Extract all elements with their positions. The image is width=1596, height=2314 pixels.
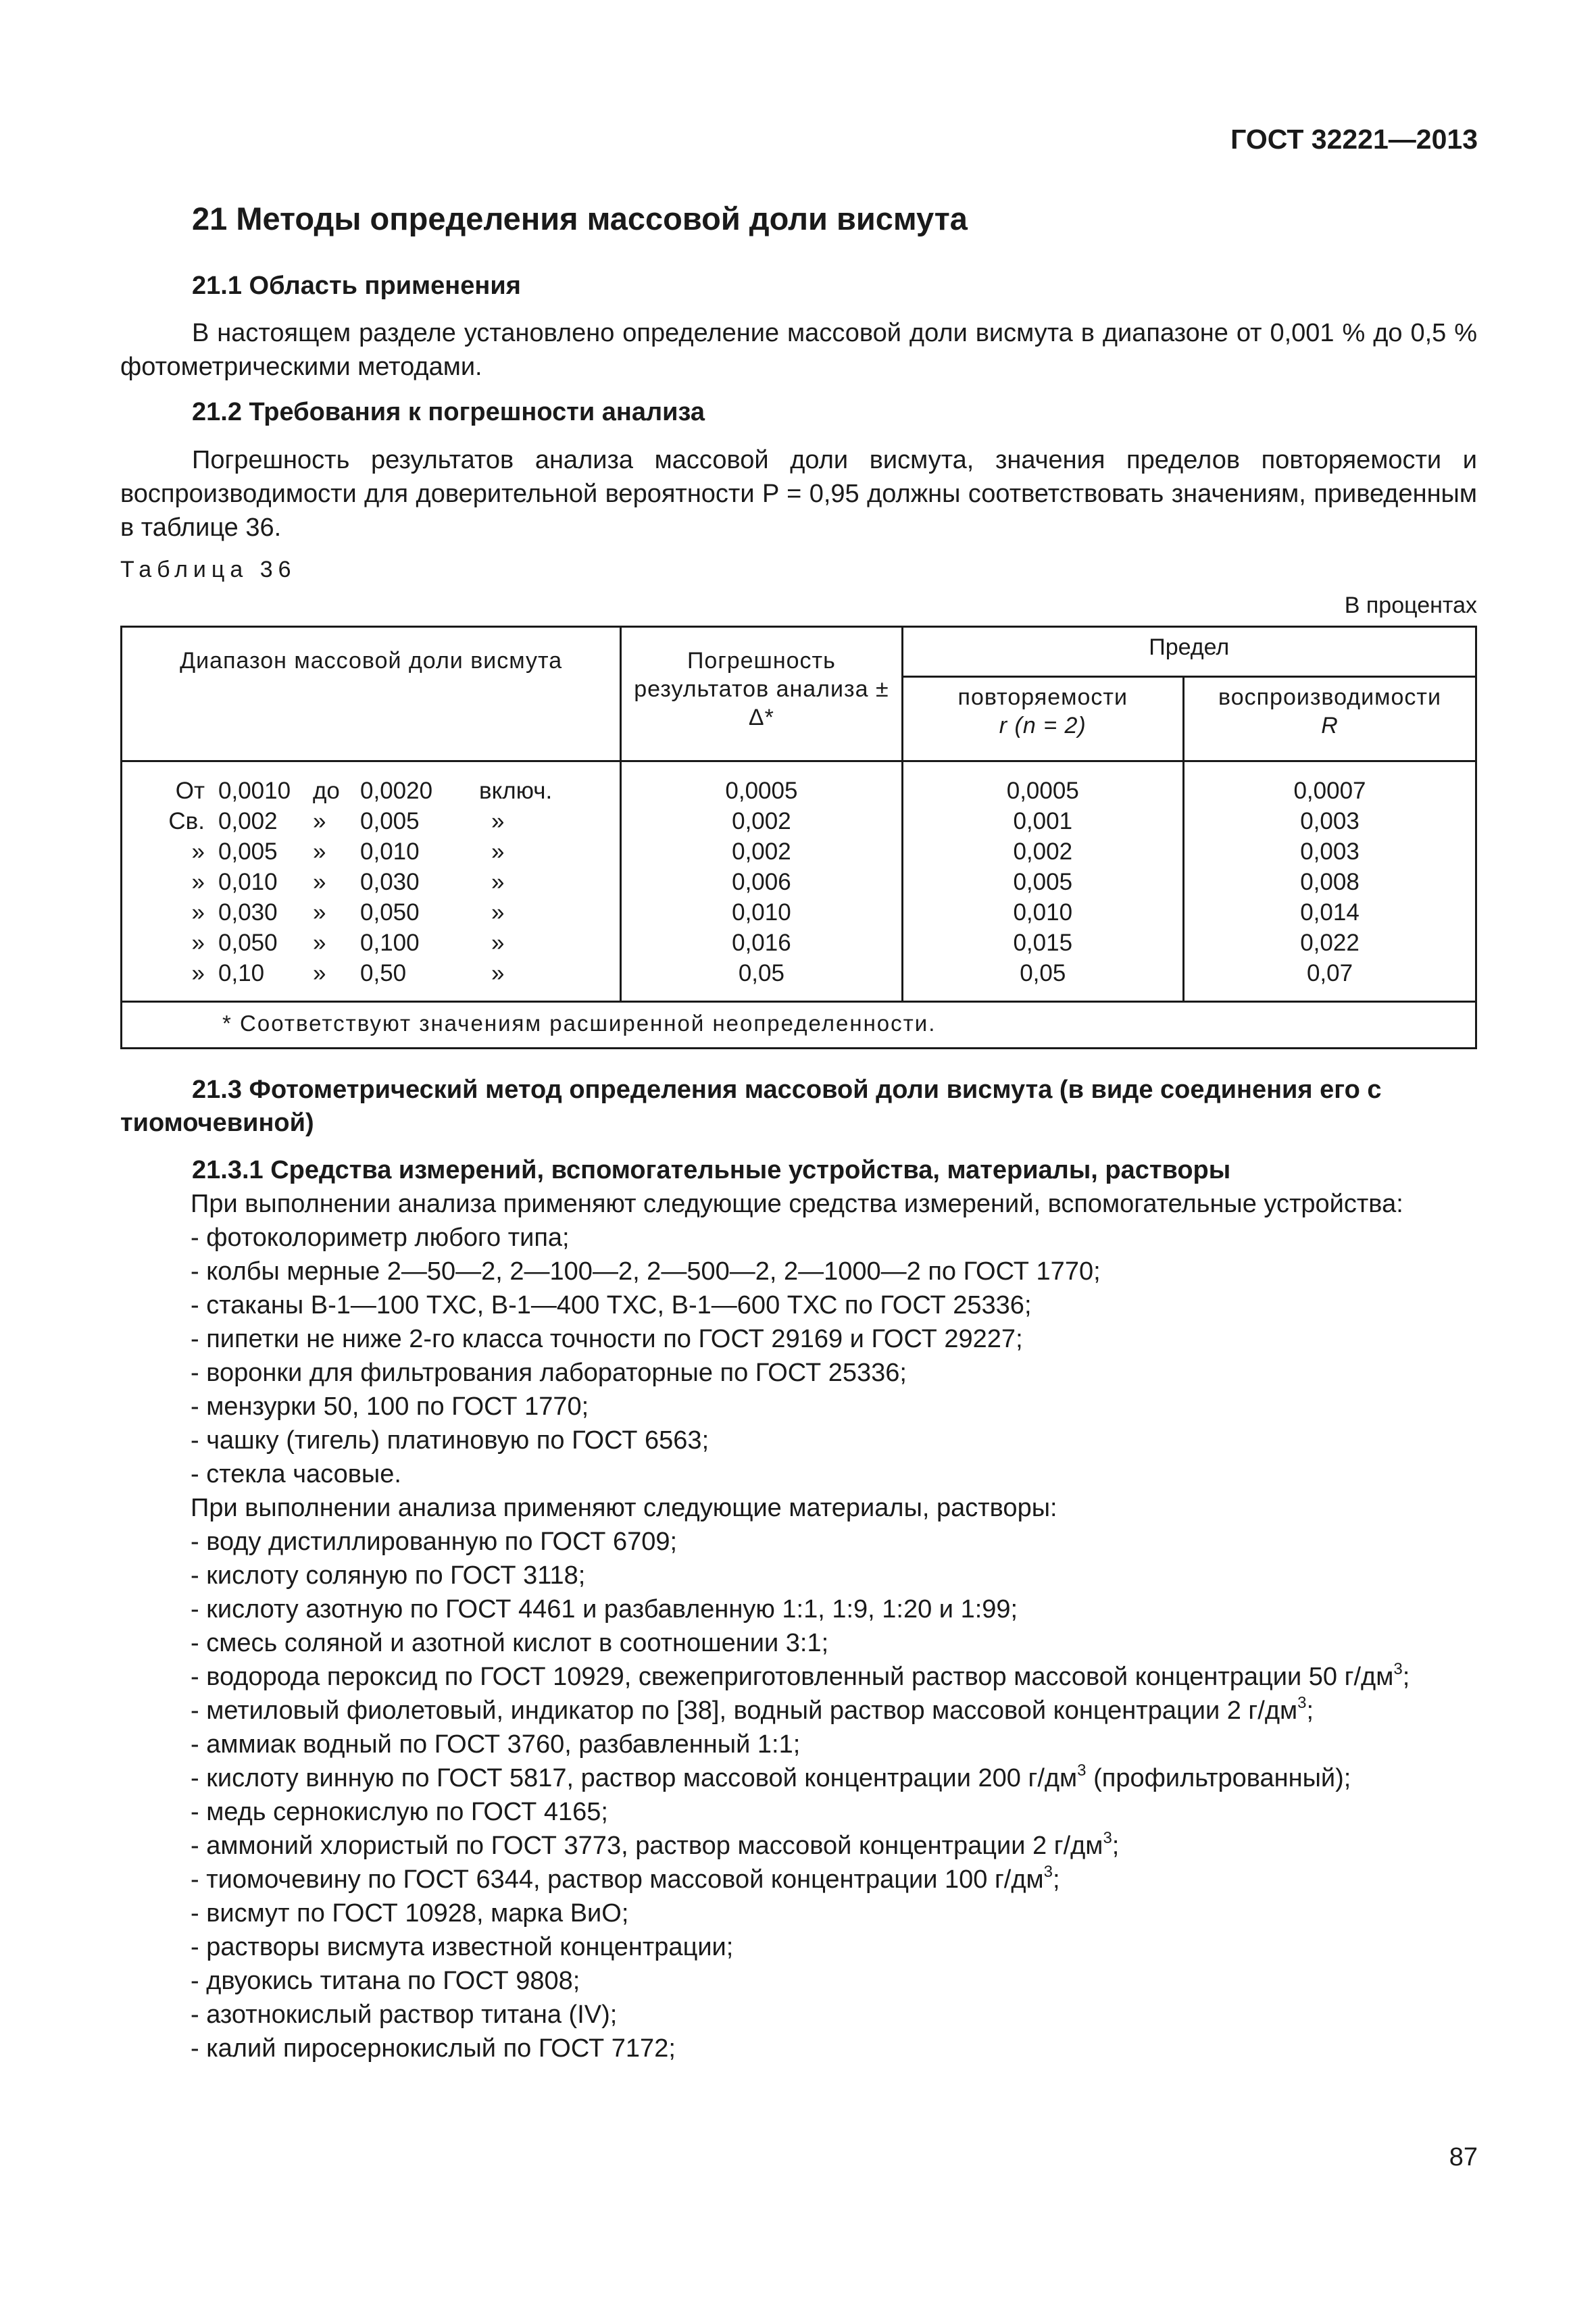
precision-table [120, 626, 1477, 1049]
range-prefix: От [175, 777, 205, 804]
list-item: - медь сернокислую по ГОСТ 4165; [191, 1797, 608, 1826]
range-suffix: включ. [479, 777, 553, 804]
range-from: 0,0010 [218, 777, 291, 804]
page-content [120, 200, 1477, 2065]
header-repeatability-label: повторяемости [957, 684, 1128, 710]
range-from: 0,005 [218, 838, 278, 865]
error-column [621, 761, 902, 1001]
repeatability-value: 0,05 [1020, 959, 1066, 986]
reproducibility-column [1184, 761, 1476, 1001]
repeatability-value: 0,002 [1013, 838, 1073, 865]
superscript: 3 [1077, 1761, 1087, 1780]
range-grid [122, 776, 620, 988]
list-item: - двуокись титана по ГОСТ 9808; [191, 1966, 580, 1995]
superscript: 3 [1297, 1693, 1307, 1712]
range-from: 0,10 [218, 959, 265, 986]
range-from: 0,002 [218, 807, 278, 834]
range-to: 0,050 [360, 899, 420, 926]
list-item-text: - кислоту винную по ГОСТ 5817, раствор массовой концентрации 200 г/дм [191, 1763, 1078, 1792]
paragraph-requirements: Погрешность результатов анализа массовой доли висмута, значения пределов повторяемости и воспроизводимости для доверительной вероятности P = 0,95 должны соответствовать значениям, приведенным в таблице 36. [120, 445, 1477, 542]
list-item: - азотнокислый раствор титана (IV); [191, 2000, 618, 2029]
header-repeatability [902, 676, 1184, 761]
range-to: 0,005 [360, 807, 420, 834]
subsection-title-21-2: 21.2 Требования к погрешности анализа [192, 398, 705, 427]
header-reproducibility-symbol: R [1321, 712, 1339, 738]
range-mid: » [313, 899, 326, 926]
range-to: 0,0020 [360, 777, 433, 804]
range-to: 0,030 [360, 868, 420, 895]
table-unit: В процентах [1344, 592, 1477, 618]
range-suffix: » [491, 807, 505, 834]
reproducibility-value: 0,008 [1300, 868, 1360, 895]
reproducibility-value: 0,014 [1300, 899, 1360, 926]
error-values [622, 776, 901, 988]
range-prefix: Св. [168, 807, 205, 834]
list-item: - кислоту соляную по ГОСТ 3118; [191, 1561, 586, 1590]
list-item: - фотоколориметр любого типа; [191, 1223, 570, 1252]
list-item: - кислоту азотную по ГОСТ 4461 и разбавленную 1:1, 1:9, 1:20 и 1:99; [191, 1594, 1018, 1624]
repeatability-values [903, 776, 1183, 988]
range-mid: до [313, 777, 340, 804]
list-item [191, 1829, 1477, 1863]
error-value: 0,006 [732, 868, 791, 895]
error-value: 0,002 [732, 807, 791, 834]
superscript: 3 [1103, 1828, 1112, 1847]
reproducibility-value: 0,003 [1300, 838, 1360, 865]
superscript: 3 [1393, 1659, 1403, 1678]
header-reproducibility-label: воспроизводимости [1218, 684, 1441, 710]
list-item: - воронки для фильтрования лабораторные по ГОСТ 25336; [191, 1358, 907, 1387]
range-suffix: » [491, 838, 505, 865]
repeatability-value: 0,005 [1013, 868, 1073, 895]
range-to: 0,100 [360, 929, 420, 956]
range-from: 0,050 [218, 929, 278, 956]
header-limit: Предел [902, 626, 1476, 676]
list-item: - пипетки не ниже 2-го класса точности по ГОСТ 29169 и ГОСТ 29227; [191, 1324, 1023, 1353]
list-item: - висмут по ГОСТ 10928, марка ВиО; [191, 1898, 629, 1928]
header-error: Погрешность результатов анализа ± Δ* [621, 626, 902, 761]
error-value: 0,0005 [725, 777, 798, 804]
range-mid: » [313, 929, 326, 956]
list-item [191, 1660, 1477, 1694]
list-item-text: ; [1112, 1831, 1120, 1860]
range-prefix: » [191, 929, 205, 956]
header-reproducibility [1184, 676, 1476, 761]
list-item-text: - тиомочевину по ГОСТ 6344, раствор массовой концентрации 100 г/дм [191, 1865, 1044, 1894]
repeatability-column [902, 761, 1184, 1001]
table-body-row [122, 761, 1476, 1001]
subsection-title-21-3-1: 21.3.1 Средства измерений, вспомогательные устройства, материалы, растворы [192, 1155, 1231, 1184]
list-item: - аммиак водный по ГОСТ 3760, разбавленный 1:1; [191, 1730, 801, 1759]
list-item: - колбы мерные 2—50—2, 2—100—2, 2—500—2, 2—1000—2 по ГОСТ 1770; [191, 1257, 1101, 1286]
list-item: - мензурки 50, 100 по ГОСТ 1770; [191, 1392, 589, 1421]
list-item: - воду дистиллированную по ГОСТ 6709; [191, 1527, 678, 1556]
range-prefix: » [191, 868, 205, 895]
list-item: - чашку (тигель) платиновую по ГОСТ 6563; [191, 1426, 709, 1455]
list-item-text: ; [1402, 1662, 1410, 1691]
range-suffix: » [491, 959, 505, 986]
list-item [191, 1694, 1477, 1728]
repeatability-value: 0,001 [1013, 807, 1073, 834]
reproducibility-value: 0,003 [1300, 807, 1360, 834]
table-header-row [122, 626, 1476, 676]
reproducibility-value: 0,07 [1306, 959, 1353, 986]
list-item-text: ; [1053, 1865, 1060, 1894]
list-intro: При выполнении анализа применяют следующие средства измерений, вспомогательные устройства: [191, 1189, 1403, 1218]
range-prefix: » [191, 899, 205, 926]
list-item-text: (профильтрованный); [1086, 1763, 1351, 1792]
list-item [191, 1761, 1477, 1795]
repeatability-value: 0,010 [1013, 899, 1073, 926]
subsection-title-21-3: 21.3 Фотометрический метод определения массовой доли висмута (в виде соединения его с тиомочевиной) [120, 1075, 1382, 1138]
list-item: - стекла часовые. [191, 1459, 401, 1488]
list-item-text: - метиловый фиолетовый, индикатор по [38], водный раствор массовой концентрации 2 г/дм [191, 1696, 1298, 1725]
range-from: 0,030 [218, 899, 278, 926]
header-repeatability-symbol: r (n = 2) [999, 712, 1087, 738]
list-intro: При выполнении анализа применяют следующие материалы, растворы: [191, 1493, 1057, 1522]
list-item: - калий пиросернокислый по ГОСТ 7172; [191, 2034, 676, 2063]
list-item-text: ; [1306, 1696, 1314, 1725]
header-range: Диапазон массовой доли висмута [122, 626, 621, 761]
range-suffix: » [491, 868, 505, 895]
range-mid: » [313, 868, 326, 895]
table-caption: Таблица 36 [120, 556, 297, 582]
list-item [191, 1863, 1477, 1896]
paragraph-scope: В настоящем разделе установлено определение массовой доли висмута в диапазоне от 0,001 % до 0,5 % фотометрическими методами. [120, 319, 1477, 382]
range-suffix: » [491, 929, 505, 956]
reproducibility-value: 0,022 [1300, 929, 1360, 956]
range-prefix: » [191, 959, 205, 986]
range-suffix: » [491, 899, 505, 926]
table-footnote: * Соответствуют значениям расширенной неопределенности. [122, 1001, 1476, 1048]
reproducibility-value: 0,0007 [1293, 777, 1366, 804]
subsection-title-21-1: 21.1 Область применения [192, 272, 521, 300]
list-item: - стаканы В-1—100 ТХС, В-1—400 ТХС, В-1—600 ТХС по ГОСТ 25336; [191, 1290, 1032, 1319]
page-number: 87 [1449, 2143, 1478, 2171]
range-from: 0,010 [218, 868, 278, 895]
range-mid: » [313, 959, 326, 986]
equipment-list [120, 1187, 1477, 2065]
section-title: 21 Методы определения массовой доли висмута [192, 201, 968, 236]
list-item: - смесь соляной и азотной кислот в соотношении 3:1; [191, 1628, 829, 1657]
error-value: 0,002 [732, 838, 791, 865]
list-item-text: - аммоний хлористый по ГОСТ 3773, раствор массовой концентрации 2 г/дм [191, 1831, 1103, 1860]
list-item: - растворы висмута известной концентрации; [191, 1932, 734, 1961]
range-mid: » [313, 838, 326, 865]
repeatability-value: 0,015 [1013, 929, 1073, 956]
error-value: 0,010 [732, 899, 791, 926]
standard-number: ГОСТ 32221—2013 [1230, 124, 1478, 155]
range-prefix: » [191, 838, 205, 865]
reproducibility-values [1184, 776, 1475, 988]
table-footnote-row [122, 1001, 1476, 1048]
range-to: 0,50 [360, 959, 407, 986]
error-value: 0,05 [738, 959, 784, 986]
error-value: 0,016 [732, 929, 791, 956]
range-to: 0,010 [360, 838, 420, 865]
superscript: 3 [1043, 1862, 1053, 1881]
range-column [122, 761, 621, 1001]
repeatability-value: 0,0005 [1006, 777, 1079, 804]
list-item-text: - водорода пероксид по ГОСТ 10929, свежеприготовленный раствор массовой концентрации 50 г/дм [191, 1662, 1394, 1691]
range-mid: » [313, 807, 326, 834]
